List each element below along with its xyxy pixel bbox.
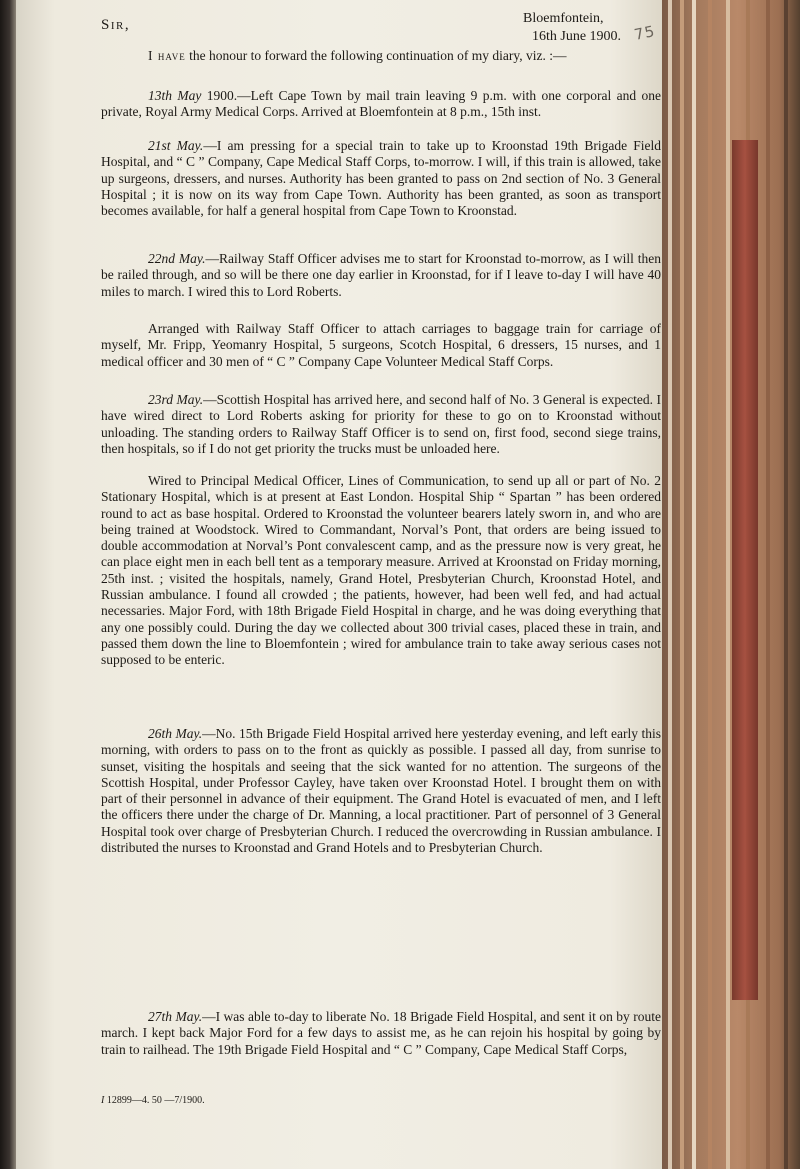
entry-date: 22nd May. (148, 251, 206, 266)
intro-lead: I have (148, 48, 186, 63)
ribbon-marker (732, 140, 758, 1000)
letter-date: 16th June 1900. (532, 29, 622, 44)
diary-entry (101, 251, 661, 300)
intro-text: the honour to forward the following continuation of my diary, viz. :— (185, 48, 567, 63)
diary-entry (101, 138, 661, 219)
page-edge (766, 0, 770, 1169)
letter-place: Bloemfontein, (523, 11, 604, 26)
page-edge (708, 0, 712, 1169)
page-edge (668, 0, 672, 1169)
entry-text: —No. 15th Brigade Field Hospital arrived here yesterday evening, and left early this morning, with orders to pass on to the front as quickly as possible. I passed all day, from sunrise to sunset, visiting the hospitals and seeing that the sick wanted for no attention. The surgeons of the Scottish Hospital, under Professor Cayley, have taken over Kroonstad Hotel. I brought them on with part of their personnel in advance of their equipment. The Grand Hotel is evacuated of men, and I left the officers there under the charge of Dr. Manning, a local practitioner. Part of personnel of 3 General Hospital took over charge of Presbyterian Church. I reduced the overcrowding in Russian ambulance. I distributed the nurses to Kroonstad and Grand Hotels and to Presbyterian Church. (101, 726, 661, 856)
entry-text: —Railway Staff Officer advises me to start for Kroonstad to-morrow, as I will then be railed through, and so will be there one day earlier in Kroonstad, for if I leave to-day I will have 40 miles to march. I wired this to Lord Roberts. (101, 251, 661, 299)
entry-text: —I was able to-day to liberate No. 18 Brigade Field Hospital, and sent it on by route march. I kept back Major Ford for a few days to assist me, as he can rejoin his hospital by going by train to railhead. The 19th Brigade Field Hospital and “ C ” Company, Cape Medical Staff Corps, (101, 1009, 661, 1057)
diary-entry (101, 88, 661, 121)
diary-entry (101, 392, 661, 457)
book-page-edges (662, 0, 800, 1169)
intro-paragraph (101, 48, 661, 64)
entry-text: Wired to Principal Medical Officer, Lines of Communication, to send up all or part of No. 2 Stationary Hospital, which is at present at East London. Hospital Ship “ Spartan ” has been ordered round to act as base hospital. Ordered to Kroonstad the volunteer bearers lately sworn in, and who are being trained at Woodstock. Wired to Commandant, Norval’s Pont, that orders are being issued to double accommodation at Norval’s Pont convalescent camp, and as the pressure now is very great, he can place eight men in each bell tent as a temporary measure. Arrived at Kroonstad on Friday morning, 25th inst. ; visited the hospitals, namely, Grand Hotel, Presbyterian Church, Kroonstad Hotel, and Russian ambulance. I found all crowded ; the patients, however, had been well fed, and had actual necessaries. Major Ford, with 18th Brigade Field Hospital in charge, and he was doing everything that any one possibly could. During the day we collected about 300 trivial cases, placed these in train, and passed them down the line to Bloemfontein ; wired for ambulance train to take away serious cases not supposed to be enteric. (101, 473, 661, 668)
entry-text: —Scottish Hospital has arrived here, and second half of No. 3 General is expected. I have wired direct to Lord Roberts asking for priority for these to go on to Kroonstad without unloading. The standing orders to Railway Staff Officer is to send on, first food, second siege trains, then hospitals, so if I do not get priority the trucks must be unloaded here. (101, 392, 662, 456)
diary-entry (101, 1009, 661, 1058)
entry-date: 23rd May. (148, 392, 204, 407)
document-page (16, 0, 662, 1169)
book-binding-left (0, 0, 16, 1169)
entry-text: 1900.—Left Cape Town by mail train leaving 9 p.m. with one corporal and one private, Royal Army Medical Corps. Arrived at Bloemfontein at 8 p.m., 15th inst. (101, 88, 661, 120)
page-edge (784, 0, 788, 1169)
page-edge (680, 0, 684, 1169)
diary-entry (101, 321, 661, 370)
entry-date: 27th May. (148, 1009, 203, 1024)
diary-entry (101, 473, 661, 669)
entry-text: Arranged with Railway Staff Officer to attach carriages to baggage train for carriage of myself, Mr. Fripp, Yeomanry Hospital, 5 surgeons, Scotch Hospital, 6 dressers, 15 nurses, and 1 medical officer and 30 men of “ C ” Company Cape Volunteer Medical Staff Corps. (101, 321, 661, 369)
page-edge (726, 0, 730, 1169)
entry-date: 26th May. (148, 726, 203, 741)
footer-code: 12899—4. (106, 1095, 150, 1106)
diary-entry (101, 726, 661, 856)
entry-date: 21st May. (148, 138, 204, 153)
entry-date: 13th May (148, 88, 202, 103)
page-edge (692, 0, 696, 1169)
entry-text: —I am pressing for a special train to take up to Kroonstad 19th Brigade Field Hospital, and “ C ” Company, Cape Medical Staff Corps, to-morrow. I will, if this train is allowed, take up surgeons, dressers, and nurses. Authority has been granted to pass on 2nd section of No. 3 General Hospital ; it is now on its way from Cape Town. Authority has been granted, as soon as transport becomes available, for half a general hospital from Cape Town to Kroonstad. (101, 138, 662, 219)
footer-print: 50 —7/1900. (151, 1095, 205, 1106)
footer-mark: I (101, 1095, 105, 1106)
print-footer (101, 1093, 205, 1109)
salutation: Sir, (101, 17, 131, 33)
pencil-margin-mark: 75 (632, 21, 657, 44)
